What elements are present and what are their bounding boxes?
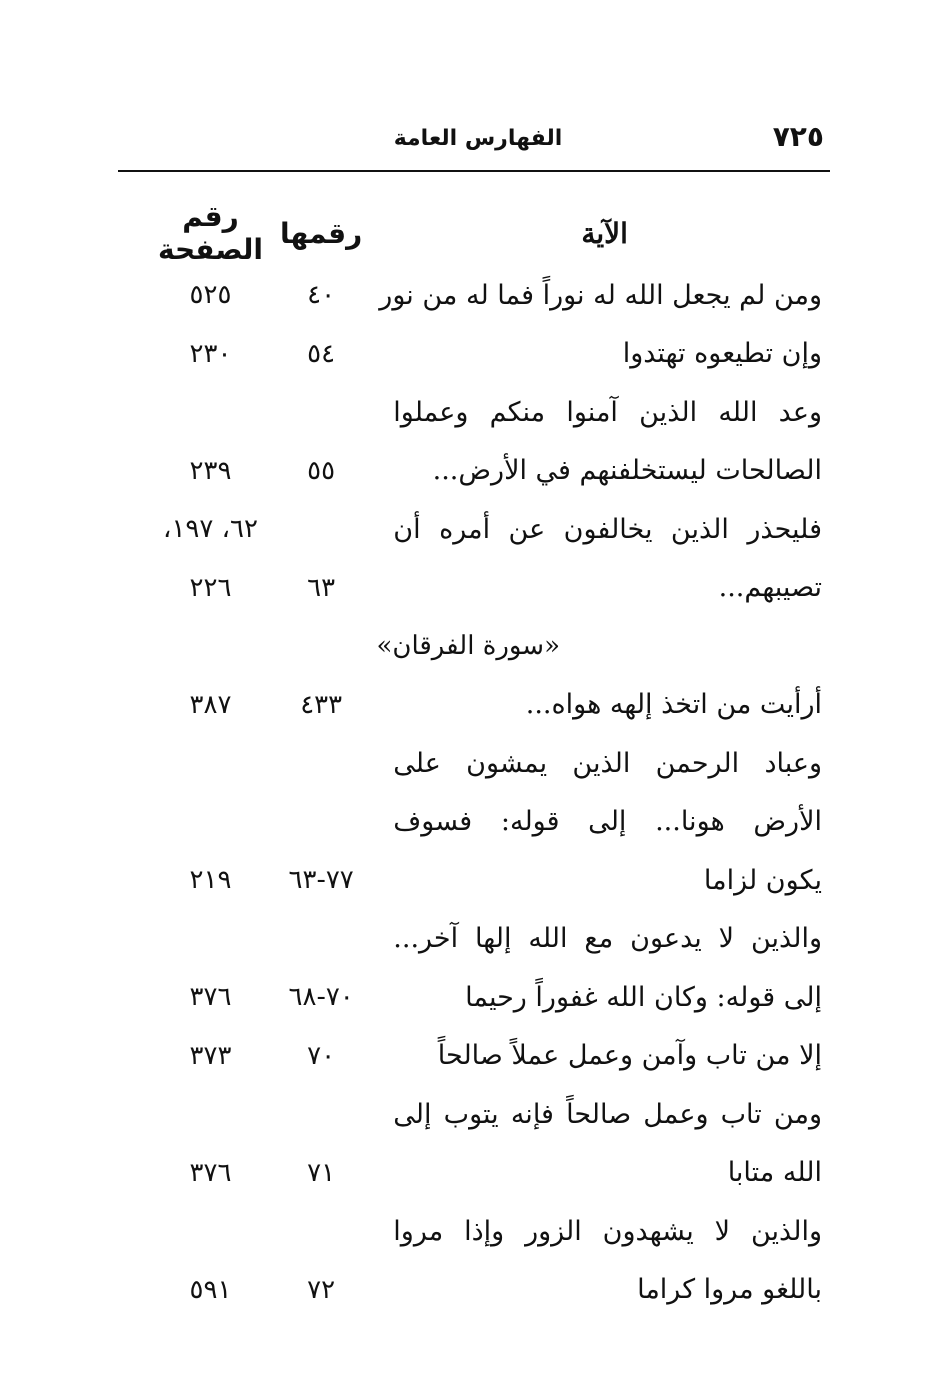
verse-number: [263, 500, 379, 559]
page-reference: ٣٧٦: [189, 1157, 232, 1188]
verse-index-table: [118, 200, 830, 1319]
verse-text: وعد الله الذين آمنوا منكم وعملوا: [393, 396, 822, 428]
verse-text: ومن تاب وعمل صالحاً فإنه يتوب إلى: [393, 1098, 822, 1130]
verse-number: ٧٢: [307, 1274, 336, 1305]
page-reference: ٦٢، ١٩٧،: [163, 514, 258, 545]
verse-text: إلى قوله: وكان الله غفوراً رحيما: [465, 981, 822, 1013]
verse-number: ٥٥: [307, 455, 336, 486]
page-reference: ٢٢٦: [189, 572, 232, 603]
verse-text: الله متابا: [727, 1157, 822, 1189]
verse-text: تصيبهم...: [718, 572, 822, 604]
table-row: [118, 968, 830, 1027]
verse-number: ٥٤: [307, 338, 336, 369]
verse-text: والذين لا يدعون مع الله إلها آخر...: [393, 923, 822, 955]
page-reference: [118, 1085, 263, 1144]
surah-title: «سورة الفرقان»: [376, 631, 560, 662]
verse-text: فليحذر الذين يخالفون عن أمره أن: [393, 513, 822, 545]
table-row: [118, 442, 830, 501]
page-reference: ٣٧٦: [189, 982, 232, 1013]
table-row: [118, 1085, 830, 1144]
page-reference: ٥٩١: [189, 1274, 232, 1305]
verse-number: ٤٣٣: [300, 689, 343, 720]
table-row: [118, 1261, 830, 1320]
page-reference: ٢٣٩: [189, 455, 232, 486]
verse-number: ٧٠: [307, 1040, 336, 1071]
page-number: ٧٢٥: [772, 120, 824, 153]
page-reference: [118, 1202, 263, 1261]
page-reference: ٢١٩: [189, 865, 232, 896]
table-row: [118, 500, 830, 559]
table-row: [118, 325, 830, 384]
verse-text: الصالحات ليستخلفنهم في الأرض...: [432, 455, 822, 487]
running-title: الفهارس العامة: [393, 126, 563, 151]
table-header-row: [118, 200, 830, 266]
verse-number: [263, 910, 379, 969]
verse-text: ومن لم يجعل الله له نوراً فما له من نور: [379, 279, 822, 311]
page-reference: [118, 910, 263, 969]
table-row: [118, 266, 830, 325]
table-row: [118, 734, 830, 793]
table-row: [118, 383, 830, 442]
column-header-page: رقم الصفحة: [158, 200, 264, 266]
verse-number: [263, 1202, 379, 1261]
table-row: [118, 1202, 830, 1261]
surah-heading-row: [118, 617, 830, 676]
page-reference: [118, 383, 263, 442]
verse-text: يكون لزاما: [703, 864, 822, 896]
verse-text: وعباد الرحمن الذين يمشون على: [393, 747, 822, 779]
verse-number: ٧٠-٦٨: [288, 982, 354, 1013]
verse-text: والذين لا يشهدون الزور وإذا مروا: [393, 1215, 822, 1247]
verse-number: [263, 383, 379, 442]
page-reference: [118, 734, 263, 793]
page-reference: ٣٧٣: [189, 1040, 232, 1071]
column-header-verse: الآية: [581, 216, 628, 250]
table-row: [118, 1027, 830, 1086]
page-reference: ٥٢٥: [189, 280, 232, 311]
table-row: [118, 559, 830, 618]
verse-number: [263, 734, 379, 793]
verse-number: ٧١: [307, 1157, 336, 1188]
verse-text: إلا من تاب وآمن وعمل عملاً صالحاً: [437, 1040, 822, 1072]
page-reference: ٣٨٧: [189, 689, 232, 720]
verse-number: ٤٠: [307, 280, 336, 311]
table-row: [118, 910, 830, 969]
verse-text: أرأيت من اتخذ إلهه هواه...: [525, 689, 822, 721]
page-reference: [118, 793, 263, 852]
verse-text: الأرض هونا... إلى قوله: فسوف: [393, 806, 822, 838]
column-header-number: رقمها: [280, 216, 363, 250]
page-reference: ٢٣٠: [189, 338, 232, 369]
running-header: [118, 118, 830, 172]
table-row: [118, 676, 830, 735]
table-row: [118, 851, 830, 910]
verse-text: وإن تطيعوه تهتدوا: [622, 338, 822, 370]
verse-number: ٦٣: [307, 572, 336, 603]
verse-text: باللغو مروا كراما: [637, 1274, 822, 1306]
verse-number: [263, 793, 379, 852]
table-row: [118, 793, 830, 852]
verse-number: ٧٧-٦٣: [288, 865, 354, 896]
verse-number: [263, 1085, 379, 1144]
table-row: [118, 1144, 830, 1203]
